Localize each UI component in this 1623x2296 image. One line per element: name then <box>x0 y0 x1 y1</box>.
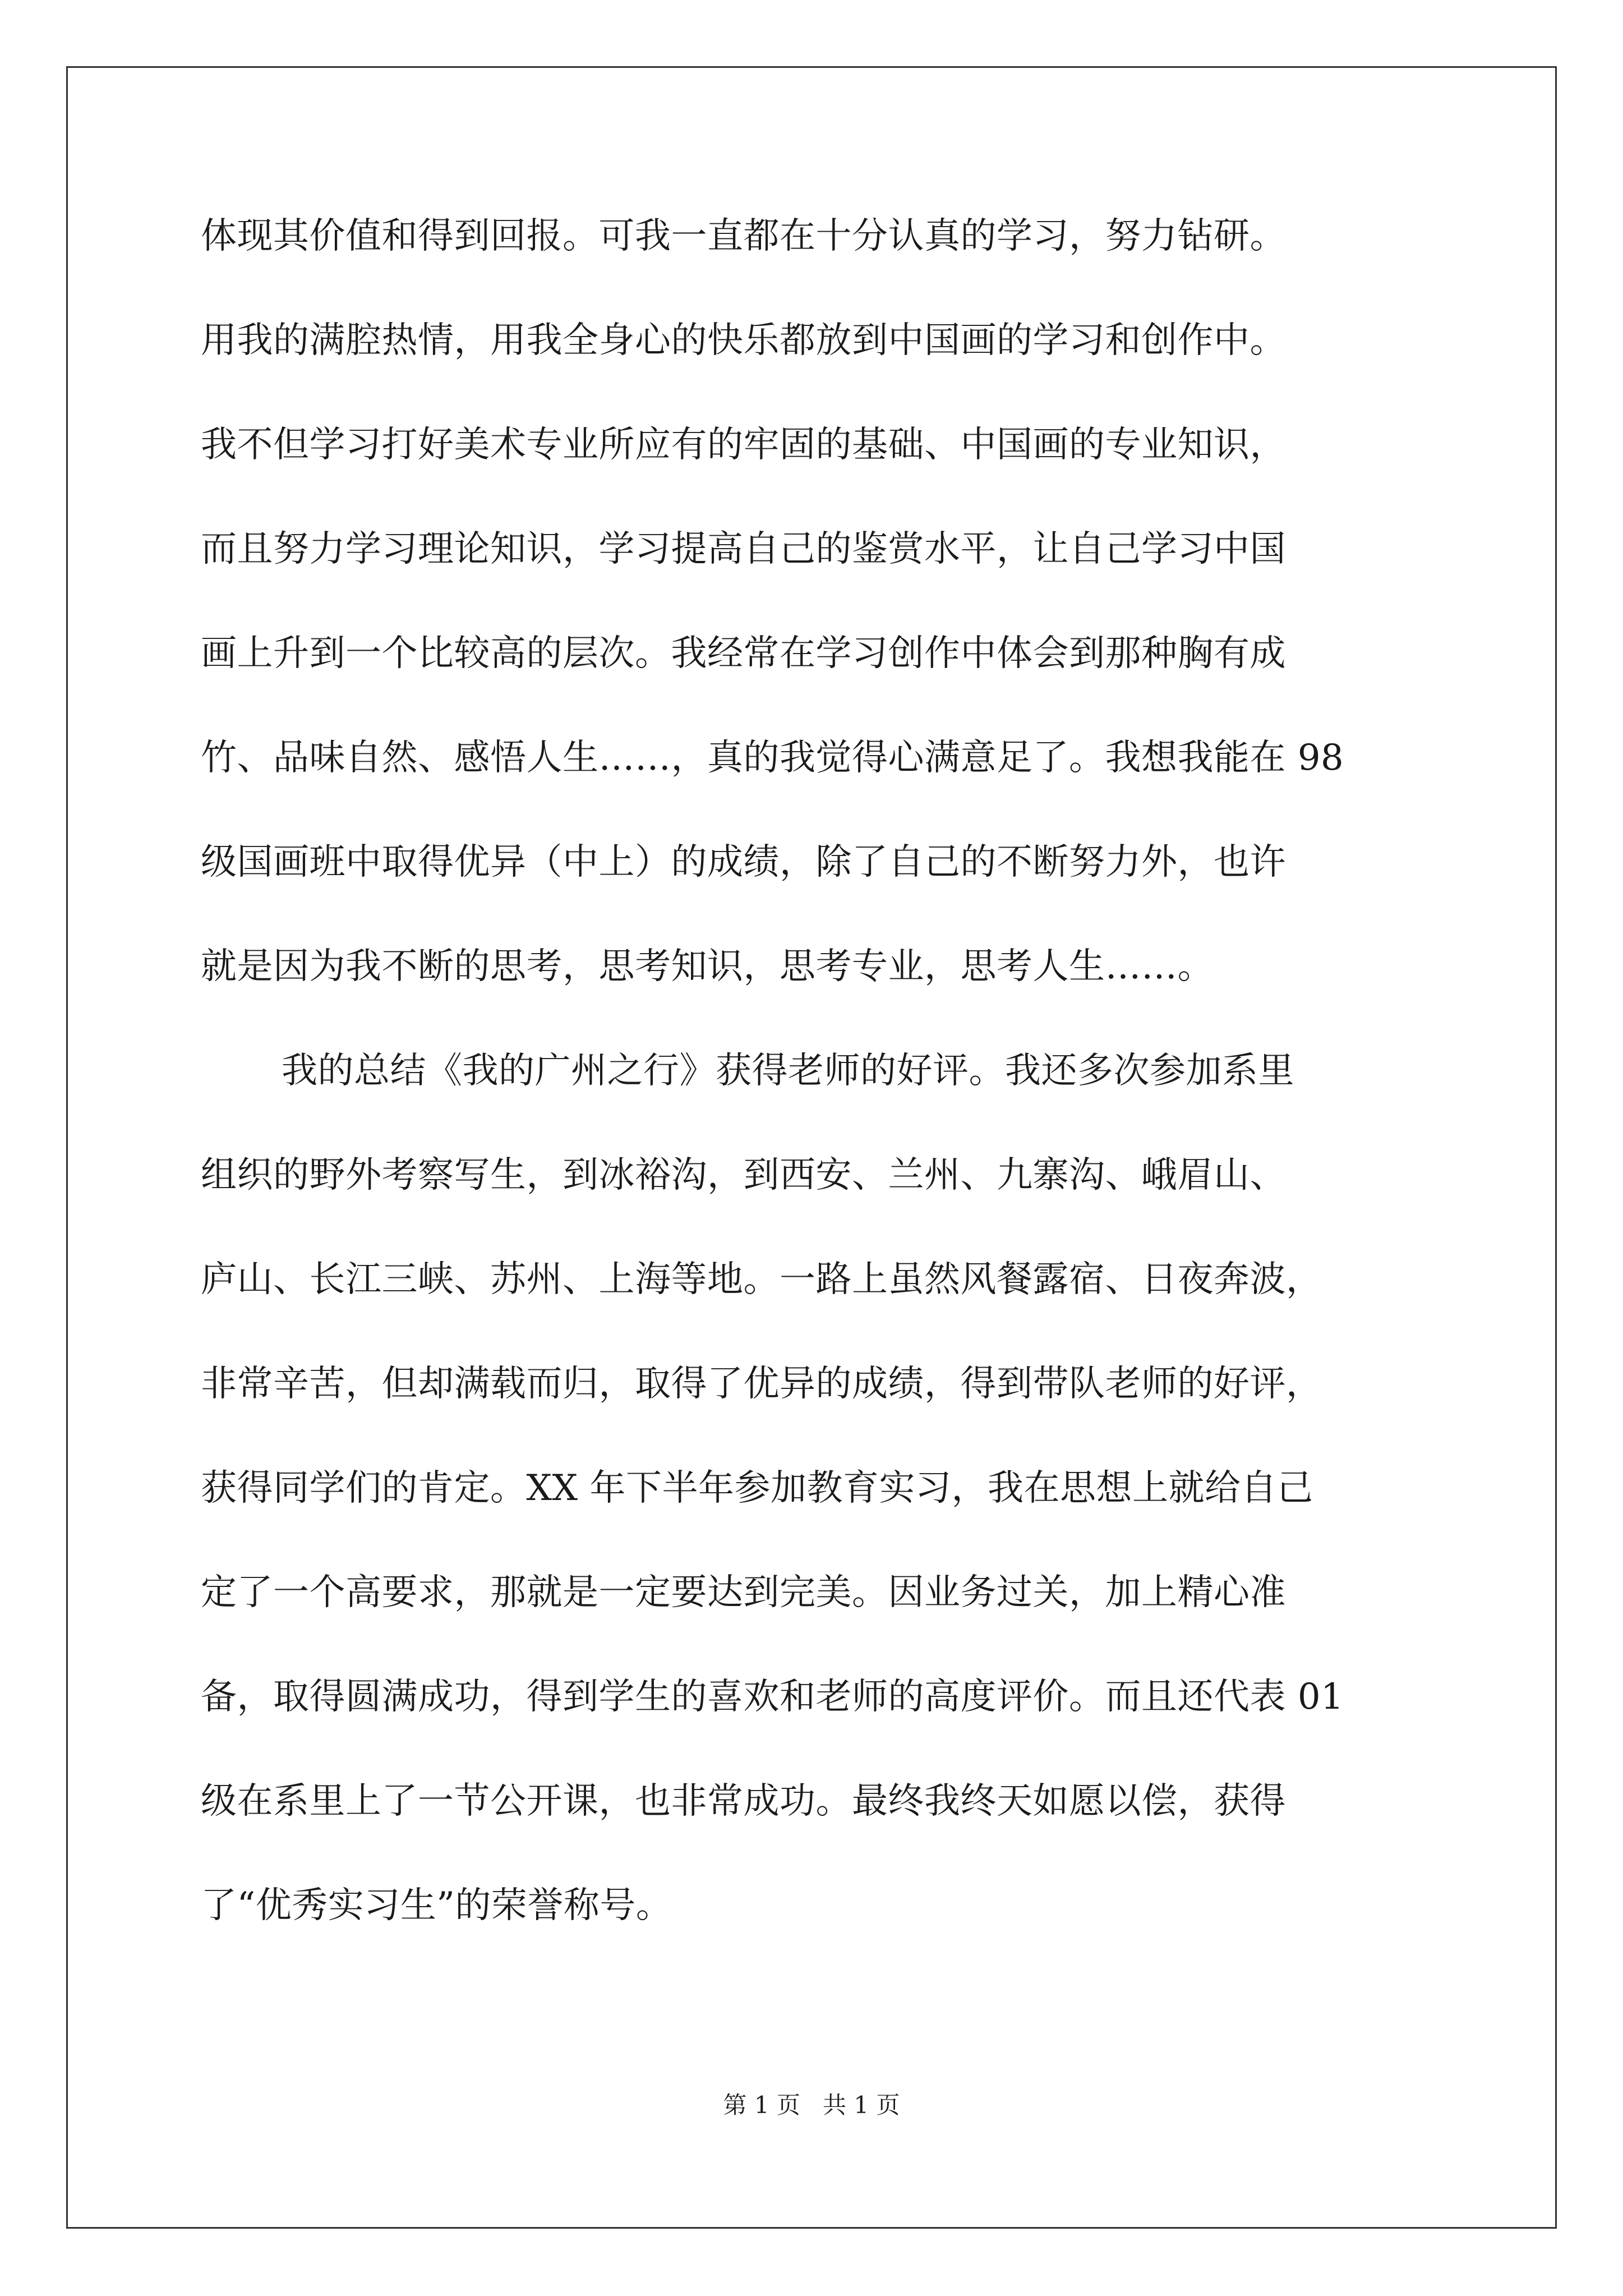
text-line: 竹、品味自然、感悟人生……，真的我觉得心满意足了。我想我能在 98 <box>201 737 1344 779</box>
text-line: 非常辛苦，但却满载而归，取得了优异的成绩，得到带队老师的好评， <box>201 1363 1322 1405</box>
text-line: 我不但学习打好美术专业所应有的牢固的基础、中国画的专业知识， <box>201 424 1286 466</box>
text-line: 体现其价值和得到回报。可我一直都在十分认真的学习，努力钻研。 <box>201 215 1286 257</box>
text-line: 级国画班中取得优异（中上）的成绩，除了自己的不断努力外，也许 <box>201 841 1286 883</box>
text-line: 画上升到一个比较高的层次。我经常在学习创作中体会到那种胸有成 <box>201 633 1286 674</box>
text-line: 备，取得圆满成功，得到学生的喜欢和老师的高度评价。而且还代表 01 <box>201 1676 1344 1718</box>
text-line: 就是因为我不断的思考，思考知识，思考专业，思考人生……。 <box>201 946 1214 987</box>
text-line: 了“优秀实习生”的荣誉称号。 <box>201 1885 672 1926</box>
text-line: 获得同学们的肯定。XX 年下半年参加教育实习，我在思想上就给自己 <box>201 1467 1313 1509</box>
paragraph-first-line: 我的总结《我的广州之行》获得老师的好评。我还多次参加系里 <box>282 1050 1294 1092</box>
text-line: 用我的满腔热情，用我全身心的快乐都放到中国画的学习和创作中。 <box>201 320 1286 361</box>
text-line: 而且努力学习理论知识，学习提高自己的鉴赏水平，让自己学习中国 <box>201 528 1286 570</box>
text-line: 组织的野外考察写生，到冰裕沟，到西安、兰州、九寨沟、峨眉山、 <box>201 1154 1286 1196</box>
text-line: 定了一个高要求，那就是一定要达到完美。因业务过关，加上精心准 <box>201 1572 1286 1613</box>
text-line: 庐山、长江三峡、苏州、上海等地。一路上虽然风餐露宿、日夜奔波， <box>201 1259 1322 1300</box>
page-number: 第 1 页 共 1 页 <box>723 2091 900 2119</box>
text-line: 级在系里上了一节公开课，也非常成功。最终我终天如愿以偿，获得 <box>201 1780 1286 1822</box>
